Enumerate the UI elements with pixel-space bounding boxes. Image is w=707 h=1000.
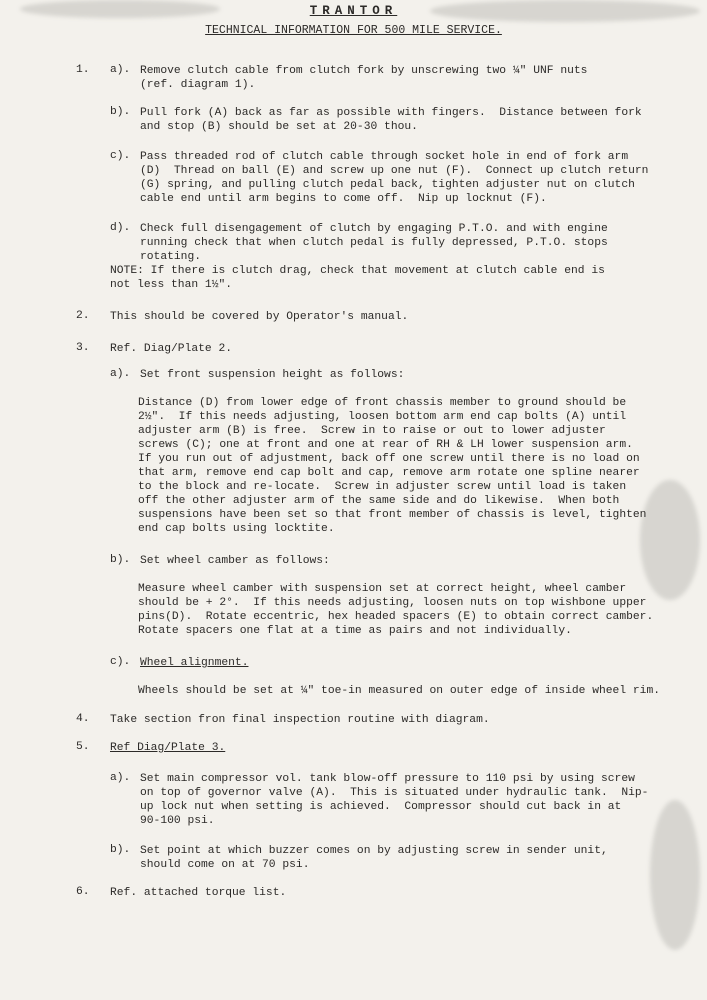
item-label: c). [110,656,131,668]
text-line: (ref. diagram 1). [140,79,256,91]
text-line: Distance (D) from lower edge of front chassis member to ground should be [138,397,627,409]
note-line: not less than 1½". [110,279,233,291]
item-heading: Set wheel camber as follows: [140,555,330,567]
text-line: screws (C); one at front and one at rear of RH & LH lower suspension arm. [138,439,633,451]
text-line: Ref Diag/Plate 3. [110,742,226,754]
item-label: b). [110,844,131,856]
text-line: cable end until arm begins to come off. Nip up locknut (F). [140,193,547,205]
text-line: Ref. Diag/Plate 2. [110,343,233,355]
text-line: rotating. [140,251,202,263]
text-line: up lock nut when setting is achieved. Compressor should cut back in at [140,801,622,813]
item-label: c). [110,150,131,162]
section-number: 4. [76,713,90,725]
text-line: pins(D). Rotate eccentric, hex headed spacers (E) to obtain correct camber. [138,611,654,623]
section-number: 1. [76,64,90,76]
text-line: Pull fork (A) back as far as possible with fingers. Distance between fork [140,107,642,119]
text-line: Rotate spacers one flat at a time as pairs and not individually. [138,625,572,637]
text-line: 2½". If this needs adjusting, loosen bottom arm end cap bolts (A) until [138,411,627,423]
section-number: 5. [76,741,90,753]
text-line: Check full disengagement of clutch by engaging P.T.O. and with engine [140,223,608,235]
item-heading: Set front suspension height as follows: [140,369,405,381]
text-line: Wheels should be set at ¼" toe-in measured on outer edge of inside wheel rim. [138,685,661,697]
text-line: Set main compressor vol. tank blow-off pressure to 110 psi by using screw [140,773,635,785]
text-line: off the other adjuster arm of the same side and do likewise. When both [138,495,620,507]
note-line: NOTE: If there is clutch drag, check that movement at clutch cable end is [110,265,605,277]
item-label: a). [110,772,131,784]
document-subtitle: TECHNICAL INFORMATION FOR 500 MILE SERVICE. [205,24,502,37]
text-line: Remove clutch cable from clutch fork by unscrewing two ¼" UNF nuts [140,65,588,77]
document-title: TRANTOR [309,4,398,18]
scan-noise [650,800,700,950]
text-line: If you run out of adjustment, back off one screw until there is no load on [138,453,640,465]
text-line: Pass threaded rod of clutch cable through socket hole in end of fork arm [140,151,629,163]
text-line: that arm, remove end cap bolt and cap, remove arm rotate one spline nearer [138,467,640,479]
text-line: to the block and re-locate. Screw in adjuster screw until load is taken [138,481,627,493]
text-line: This should be covered by Operator's manual. [110,311,409,323]
section-number: 3. [76,342,90,354]
item-label: a). [110,64,131,76]
text-line: (D) Thread on ball (E) and screw up one nut (F). Connect up clutch return [140,165,649,177]
text-line: on top of governor valve (A). This is situated under hydraulic tank. Nip- [140,787,649,799]
text-line: Set point at which buzzer comes on by adjusting screw in sender unit, [140,845,608,857]
item-label: d). [110,222,131,234]
text-line: adjuster arm (B) is free. Screw in to raise or out to lower adjuster [138,425,606,437]
text-line: end cap bolts using locktite. [138,523,335,535]
item-heading: Wheel alignment. [140,657,249,669]
item-label: b). [110,554,131,566]
item-label: b). [110,106,131,118]
text-line: running check that when clutch pedal is fully depressed, P.T.O. stops [140,237,608,249]
section-number: 6. [76,886,90,898]
text-line: Measure wheel camber with suspension set at correct height, wheel camber [138,583,627,595]
item-label: a). [110,368,131,380]
text-line: should be + 2°. If this needs adjusting, loosen nuts on top wishbone upper [138,597,647,609]
text-line: and stop (B) should be set at 20-30 thou. [140,121,418,133]
text-line: (G) spring, and pulling clutch pedal back, tighten adjuster nut on clutch [140,179,635,191]
text-line: Ref. attached torque list. [110,887,287,899]
text-line: 90-100 psi. [140,815,215,827]
text-line: should come on at 70 psi. [140,859,310,871]
scan-noise [640,480,700,600]
section-number: 2. [76,310,90,322]
text-line: Take section fron final inspection routine with diagram. [110,714,490,726]
text-line: suspensions have been set so that front member of chassis is level, tighten [138,509,647,521]
